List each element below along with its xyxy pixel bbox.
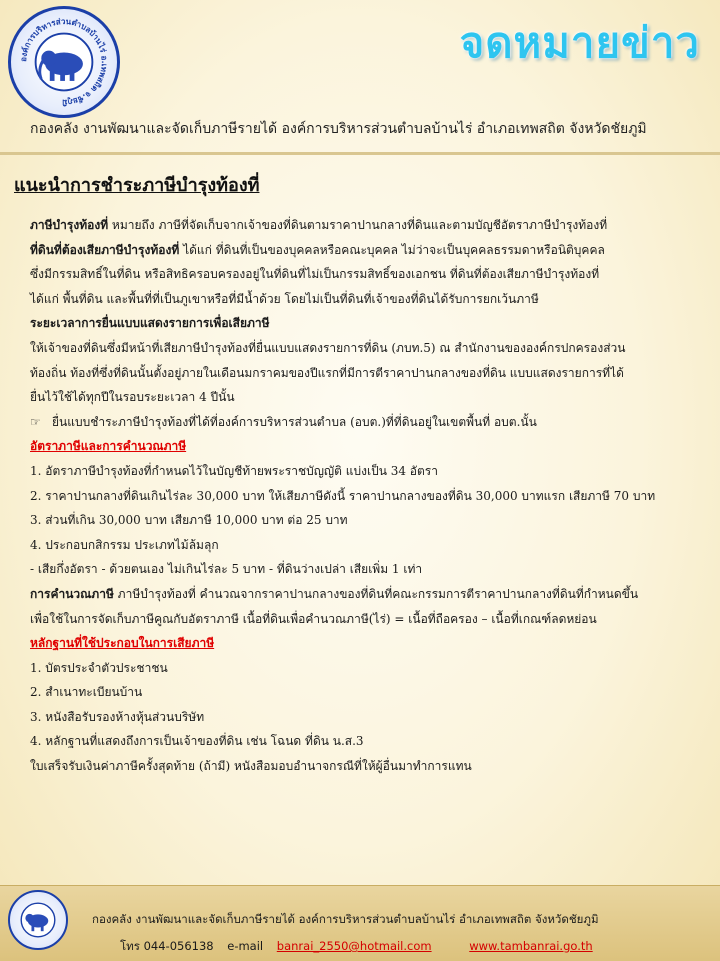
taxable-land-text-1: ได้แก่ ที่ดินที่เป็นของบุคคลหรือคณะบุคคล ไม่ว่าจะเป็นบุคคลธรรมดาหรือนิติบุคคล	[179, 242, 605, 257]
calculation-line-1	[30, 582, 705, 607]
list-item: 2. ราคาปานกลางที่ดินเกินไร่ละ 30,000 บาท ให้เสียภาษีดังนี้ ราคาปานกลางของที่ดิน 30,000 บาทแรก เสียภาษี 70 บาท	[30, 488, 656, 503]
footer-email-link[interactable]: banrai_2550@hotmail.com	[276, 939, 432, 953]
footer-seal	[8, 890, 68, 950]
tax-rates-heading-text: อัตราภาษีและการคำนวณภาษี	[30, 439, 187, 454]
filing-period-heading-text: ระยะเวลาการยื่นแบบแสดงรายการเพื่อเสียภาษี	[30, 316, 270, 331]
list-item: 4. ประกอบกสิกรรม ประเภทไม้ล้มลุก	[30, 537, 219, 552]
footer-seal-emblem-icon	[10, 892, 66, 948]
filing-period-heading	[30, 311, 705, 336]
definition-paragraph	[30, 213, 705, 238]
organization-line: กองคลัง งานพัฒนาและจัดเก็บภาษีรายได้ องค์การบริหารส่วนตำบลบ้านไร่ อำเภอเทพสถิต จังหวัดชัยภูมิ	[30, 121, 647, 137]
header-divider	[0, 152, 720, 155]
taxable-land-term: ที่ดินที่ต้องเสียภาษีบำรุงท้องที่	[30, 242, 180, 257]
newsletter-title: จดหมายข่าว	[459, 18, 700, 67]
page-title: แนะนำการชำระภาษีบำรุงท้องที่	[14, 175, 260, 196]
list-item: - เสียกึ่งอัตรา - ด้วยตนเอง ไม่เกินไร่ละ 5 บาท - ที่ดินว่างเปล่า เสียเพิ่ม 1 เท่า	[30, 562, 423, 577]
list-item: 3. ส่วนที่เกิน 30,000 บาท เสียภาษี 10,000 บาท ต่อ 25 บาท	[30, 513, 348, 528]
pointing-hand-icon: ☞	[30, 414, 41, 429]
definition-term: ภาษีบำรุงท้องที่	[30, 218, 109, 232]
list-item: 1. บัตรประจำตัวประชาชน	[30, 660, 168, 675]
taxable-land-line-2: ซึ่งมีกรรมสิทธิ์ในที่ดิน หรือสิทธิครอบครองอยู่ในที่ดินที่ไม่เป็นกรรมสิทธิ์ของเอกชน ที่ดินที่ต้องเสียภาษีบำรุงท้องที่	[30, 267, 600, 282]
tax-rates-heading	[30, 434, 705, 459]
footer-phone: โทร 044-056138	[120, 939, 214, 953]
taxable-land-line-1	[30, 238, 705, 263]
evidence-closing: ใบเสร็จรับเงินค่าภาษีครั้งสุดท้าย (ถ้ามี) หนังสือมอบอำนาจกรณีที่ให้ผู้อื่นมาทำการแทน	[30, 759, 472, 774]
calculation-term: การคำนวณภาษี	[30, 586, 114, 601]
footer-organization-line: กองคลัง งานพัฒนาและจัดเก็บภาษีรายได้ องค์การบริหารส่วนตำบลบ้านไร่ อำเภอเทพสถิต จังหวัดชัยภูมิ	[92, 912, 599, 926]
list-item: 1. อัตราภาษีบำรุงท้องที่กำหนดไว้ในบัญชีท้ายพระราชบัญญัติ แบ่งเป็น 34 อัตรา	[30, 463, 438, 478]
list-item: 2. สำเนาทะเบียนบ้าน	[30, 685, 143, 700]
filing-period-line-1: ให้เจ้าของที่ดินซึ่งมีหน้าที่เสียภาษีบำรุงท้องที่ยื่นแบบแสดงรายการที่ดิน (ภบท.5) ณ สำนักงานขององค์กรปกครองส่วน	[30, 340, 626, 355]
calculation-line-2: เพื่อใช้ในการจัดเก็บภาษีคูณกับอัตราภาษี เนื้อที่ดินเพื่อคำนวณภาษี(ไร่) = เนื้อที่ถือครอง – เนื้อที่เกณฑ์ลดหย่อน	[30, 611, 597, 626]
filing-period-line-3: ยื่นไว้ใช้ได้ทุกปีในรอบระยะเวลา 4 ปีนั้น	[30, 390, 235, 405]
evidence-heading	[30, 631, 705, 656]
filing-note	[30, 410, 705, 435]
footer-email-label: e-mail	[227, 939, 264, 953]
article-body	[30, 213, 705, 779]
footer-website-link[interactable]: www.tambanrai.go.th	[469, 939, 593, 953]
organization-seal	[8, 6, 120, 118]
calculation-text-1: ภาษีบำรุงท้องที่ คำนวณจากราคาปานกลางของที่ดินที่คณะกรรมการตีราคาปานกลางที่ดินที่กำหนดขึ้น	[113, 586, 639, 601]
list-item: 3. หนังสือรับรองห้างหุ้นส่วนบริษัท	[30, 709, 205, 724]
evidence-heading-text: หลักฐานที่ใช้ประกอบในการเสียภาษี	[30, 636, 215, 651]
footer-contact	[120, 938, 593, 956]
list-item: 4. หลักฐานที่แสดงถึงการเป็นเจ้าของที่ดิน เช่น โฉนด ที่ดิน น.ส.3	[30, 734, 364, 749]
seal-emblem-icon	[11, 9, 117, 115]
filing-period-line-2: ท้องถิ่น ท้องที่ซึ่งที่ดินนั้นตั้งอยู่ภายในเดือนมกราคมของปีแรกที่มีการตีราคาปานกลางของที่ดิน แบบแสดงรายการที่ได้	[30, 365, 624, 380]
taxable-land-line-3: ได้แก่ พื้นที่ดิน และพื้นที่ที่เป็นภูเขาหรือที่มีน้ำด้วย โดยไม่เป็นที่ดินที่เจ้าของที่ดินได้รับการยกเว้นภาษี	[30, 291, 539, 306]
definition-text: หมายถึง ภาษีที่จัดเก็บจากเจ้าของที่ดินตามราคาปานกลางที่ดินและตามบัญชีอัตราภาษีบำรุงท้องที่	[108, 218, 608, 232]
filing-note-text: ยื่นแบบชำระภาษีบำรุงท้องที่ได้ที่องค์การบริหารส่วนตำบล (อบต.)ที่ที่ดินอยู่ในเขตพื้นที่ อบต.นั้น	[52, 414, 537, 429]
seal-text: องค์การบริหารส่วนตำบลบ้านไร่ อ.เทพสถิต จ.ชัยภูมิ	[19, 17, 109, 107]
